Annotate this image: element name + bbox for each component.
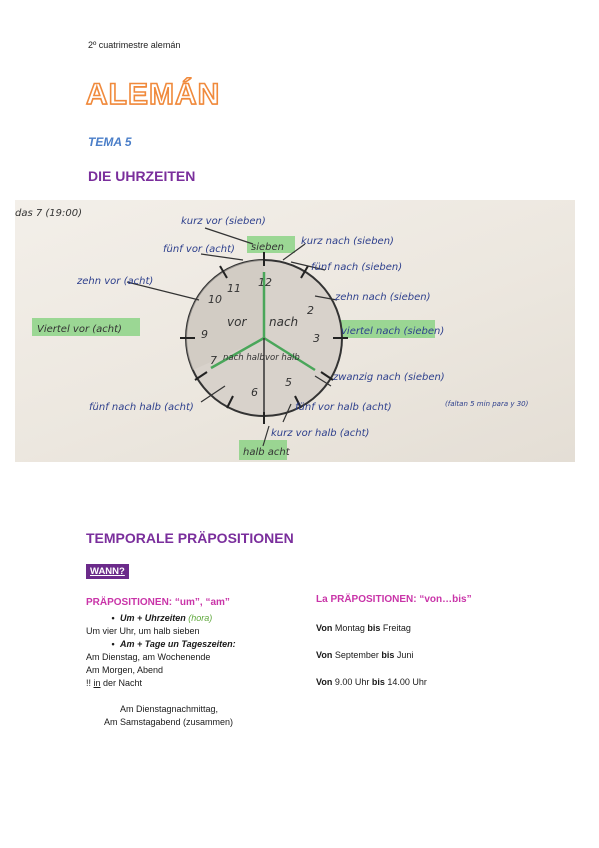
left-heading: PRÄPOSITIONEN: “um”, “am” — [86, 597, 230, 608]
clock-number-10: 10 — [208, 293, 222, 306]
label-funf-nach-halb: fünf nach halb (acht) — [89, 402, 194, 413]
label-note: (faltan 5 min para y 30) — [445, 400, 529, 408]
left-line-4-suffix: der Nacht — [100, 678, 143, 688]
left-line-2: Am Dienstag, am Wochenende — [86, 652, 211, 662]
label-zehn-vor: zehn vor (acht) — [77, 276, 154, 287]
left-line-4 — [86, 677, 306, 690]
clock-number-11: 11 — [227, 282, 241, 295]
left-line-4-in: in — [93, 678, 101, 688]
label-halb-acht: halb acht — [243, 447, 290, 458]
right-line-1: Von Montag bis Freitag — [316, 623, 411, 633]
nach-halb-label: nach halb — [223, 353, 265, 363]
right-heading: La PRÄPOSITIONEN: “von…bis” — [316, 594, 472, 605]
label-funf-nach: fünf nach (sieben) — [311, 262, 403, 273]
left-column — [86, 612, 306, 729]
bullet-dot-icon: • — [111, 639, 115, 649]
corner-note: das 7 (19:00) — [15, 208, 83, 219]
label-funf-vor: fünf vor (acht) — [163, 244, 235, 255]
vor-label: vor — [227, 315, 247, 329]
clock-photo — [15, 200, 575, 462]
clock-number-2: 2 — [307, 304, 314, 317]
label-zehn-nach: zehn nach (sieben) — [335, 292, 431, 303]
right-line-2: Von September bis Juni — [316, 650, 414, 660]
label-viertel-nach: viertel nach (sieben) — [341, 326, 445, 337]
left-line-4-prefix: !! — [86, 678, 94, 688]
label-funf-vor-halb: fünf vor halb (acht) — [295, 402, 392, 413]
bullet-um — [86, 612, 306, 625]
label-kurz-vor-halb: kurz vor halb (acht) — [271, 428, 370, 439]
clock-number-6: 6 — [251, 386, 258, 399]
clock-number-3: 3 — [313, 332, 320, 345]
page-title: ALEMÁN — [86, 78, 221, 111]
header-note: 2º cuatrimestre alemán — [88, 40, 181, 50]
label-viertel-vor: Viertel vor (acht) — [37, 324, 122, 335]
label-zwanzig-nach: zwanzig nach (sieben) — [333, 372, 445, 383]
bullet-um-text: Um + Uhrzeiten — [120, 613, 186, 623]
tema-heading: TEMA 5 — [88, 135, 132, 149]
bullet-am-text: Am + Tage un Tageszeiten: — [120, 639, 236, 649]
nach-label: nach — [269, 315, 299, 329]
clock-number-7: 7 — [210, 354, 217, 367]
right-line-3: Von 9.00 Uhr bis 14.00 Uhr — [316, 677, 427, 687]
left-line-1: Um vier Uhr, um halb sieben — [86, 626, 200, 636]
left-line-5: Am Dienstagnachmittag, — [120, 704, 219, 714]
wann-badge: WANN? — [86, 564, 129, 579]
clock-number-9: 9 — [201, 328, 208, 341]
bullet-dot-icon: • — [111, 613, 115, 623]
clock-number-12: 12 — [258, 276, 272, 289]
left-line-3: Am Morgen, Abend — [86, 665, 164, 675]
uhrzeiten-heading: DIE UHRZEITEN — [88, 168, 196, 184]
clock-number-5: 5 — [285, 376, 292, 389]
prepositions-heading: TEMPORALE PRÄPOSITIONEN — [86, 530, 294, 546]
bullet-am — [86, 638, 306, 651]
label-sieben: sieben — [251, 242, 284, 253]
label-kurz-nach: kurz nach (sieben) — [301, 236, 394, 247]
label-kurz-vor: kurz vor (sieben) — [181, 216, 266, 227]
left-line-6: Am Samstagabend (zusammen) — [104, 717, 234, 727]
vor-halb-label: vor halb — [265, 353, 300, 363]
hora-note: (hora) — [188, 613, 213, 623]
